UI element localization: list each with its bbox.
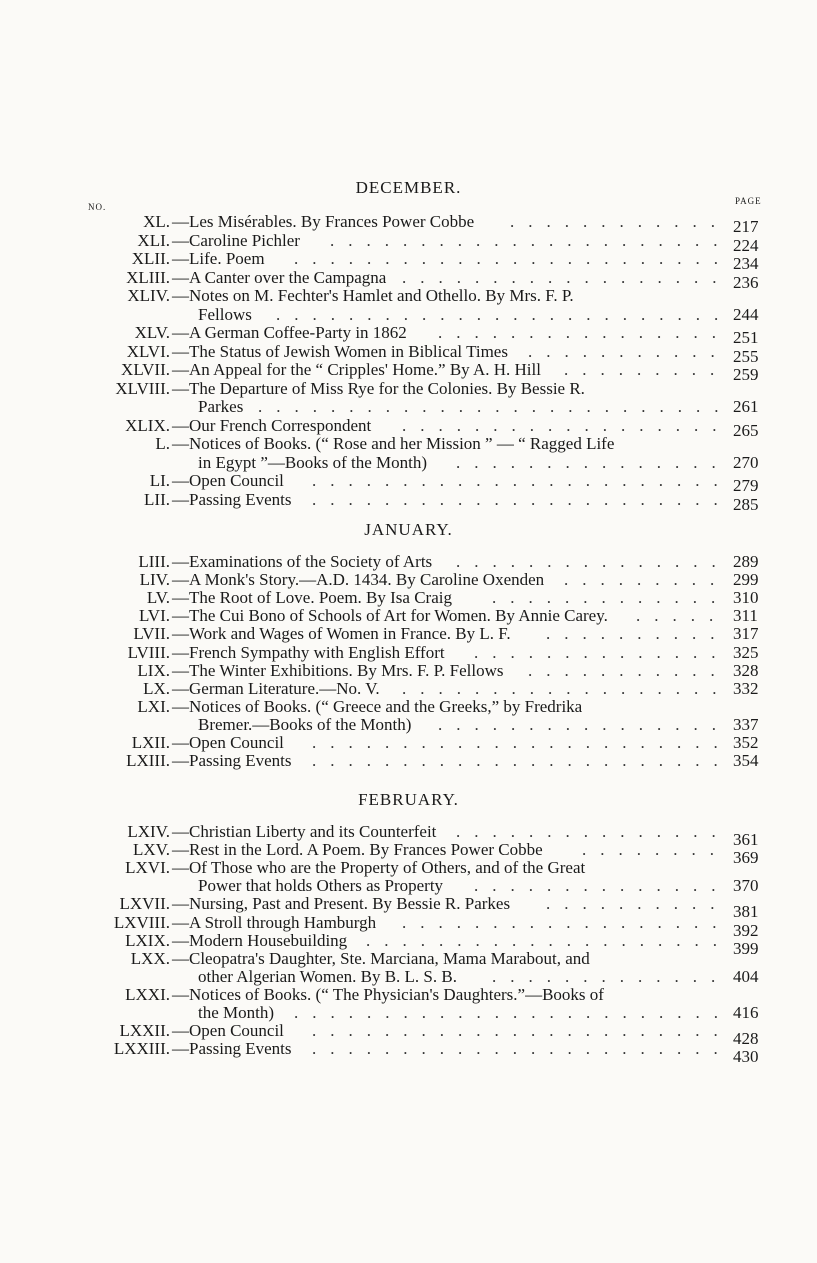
leader-dots: ..............	[474, 642, 730, 662]
entry-number: LX.	[143, 678, 170, 698]
leader-dots: ..............	[474, 876, 730, 896]
entry-title: —Caroline Pichler	[172, 230, 300, 250]
entry-number: L.	[155, 434, 170, 453]
toc-entry-continuation	[0, 397, 817, 417]
toc-entry	[0, 679, 817, 699]
entry-number: XLIII.	[126, 267, 170, 287]
entry-number: XLI.	[137, 230, 170, 250]
entry-number: LXX.	[130, 948, 170, 968]
leader-dots: ..................	[402, 912, 731, 932]
toc-entry	[0, 489, 817, 514]
entry-title: —A Stroll through Hamburgh	[172, 912, 377, 932]
leader-dots: ..........	[546, 894, 729, 914]
entry-number: LXII.	[131, 733, 170, 752]
entry-number: XLV.	[134, 323, 170, 342]
entry-title: —Notices of Books. (“ Greece and the Greeks,” by Fredrika	[172, 696, 583, 716]
page-number: 392	[733, 920, 759, 940]
entry-title: —The Cui Bono of Schools of Art for Women. By Annie Carey.	[172, 606, 608, 626]
page-number: 354	[733, 751, 759, 771]
toc-entry	[0, 249, 817, 273]
page-number: 234	[733, 254, 759, 273]
entry-number: LXXI.	[125, 984, 170, 1004]
entry-number: LXV.	[133, 840, 170, 860]
entry-title-continuation: Parkes	[198, 397, 244, 416]
toc-entry	[0, 1039, 817, 1067]
entry-number: LI.	[149, 471, 170, 490]
entry-title-continuation: Power that holds Others as Property	[198, 876, 444, 896]
page-number: 399	[733, 938, 759, 958]
leader-dots: .......................	[312, 751, 732, 771]
entry-title: —Nursing, Past and Present. By Bessie R. Parkes	[172, 894, 511, 914]
leader-dots: ....................	[366, 930, 731, 950]
entry-title: —Open Council	[172, 1021, 284, 1041]
entry-number: LXI.	[137, 696, 170, 716]
leader-dots: ..................	[402, 415, 731, 435]
page-number: 279	[733, 476, 759, 495]
section-heading-february: FEBRUARY.	[358, 790, 459, 809]
entry-title: —Our French Correspondent	[172, 415, 372, 435]
toc-entry	[0, 858, 817, 878]
toc-entry	[0, 624, 817, 644]
entry-title: —Life. Poem	[172, 249, 265, 268]
page-number: 270	[733, 452, 759, 472]
toc-entry	[0, 643, 817, 663]
entry-number: XL.	[143, 212, 170, 231]
page-number: 259	[733, 365, 759, 384]
entry-title: —Notices of Books. (“ The Physician's Daughters.”—Books of	[172, 984, 604, 1004]
entry-number: LXIX.	[125, 930, 170, 950]
leader-dots: ...............	[456, 822, 730, 841]
page-number: 244	[733, 304, 759, 324]
entry-title-continuation: the Month)	[198, 1003, 275, 1022]
entry-title: —Passing Events	[172, 1039, 292, 1059]
entry-number: LXXIII.	[113, 1039, 170, 1059]
leader-dots: .............	[492, 966, 730, 986]
page-number: 310	[733, 588, 759, 608]
entry-title: —Rest in the Lord. A Poem. By Frances Power Cobbe	[172, 840, 543, 860]
leader-dots: .........	[564, 360, 729, 379]
entry-number: LVII.	[133, 624, 170, 644]
leader-dots: ......................	[330, 230, 732, 250]
entry-title: —Cleopatra's Daughter, Ste. Marciana, Mama Marabout, and	[172, 948, 590, 968]
entry-number: XLVIII.	[115, 378, 170, 398]
entry-title: —A Canter over the Campagna	[172, 267, 387, 287]
entry-title: —The Status of Jewish Women in Biblical Times	[172, 341, 508, 361]
toc-entry	[0, 230, 817, 255]
entry-number: LIII.	[138, 552, 170, 571]
toc-entry	[0, 733, 817, 753]
section-heading-january: JANUARY.	[364, 520, 453, 539]
leader-dots: .......................	[312, 733, 732, 752]
entry-title: —French Sympathy with English Effort	[172, 642, 445, 662]
leader-dots: .......................	[312, 1021, 732, 1041]
page-number: 428	[733, 1029, 759, 1049]
page-number: 236	[733, 272, 759, 292]
entry-number: LII.	[144, 489, 170, 509]
leader-dots: ..................	[402, 267, 731, 287]
leader-dots: ........................	[294, 249, 732, 268]
leader-dots: ...........	[528, 660, 729, 680]
page-number: 328	[733, 660, 759, 680]
entry-title: —Open Council	[172, 733, 284, 752]
leader-dots: .......................	[312, 1039, 732, 1059]
leader-dots: ..........................	[258, 397, 733, 416]
entry-title: —The Root of Love. Poem. By Isa Craig	[172, 588, 452, 608]
page-number: 416	[733, 1003, 759, 1022]
page-column-heading: PAGE	[735, 196, 762, 206]
page-number: 381	[733, 902, 759, 922]
page-number: 265	[733, 420, 759, 440]
leader-dots: .............	[492, 588, 730, 608]
page-number: 352	[733, 733, 759, 752]
toc-entry	[0, 697, 817, 717]
toc-entry	[0, 606, 817, 626]
entry-number: LV.	[146, 588, 170, 608]
entry-title: —Notes on M. Fechter's Hamlet and Othello. By Mrs. F. P.	[172, 286, 574, 305]
entry-title: —Work and Wages of Women in France. By L. F.	[172, 624, 511, 644]
page-number: 325	[733, 642, 759, 662]
toc-entry	[0, 552, 817, 572]
entry-number: XLVII.	[121, 360, 170, 379]
entry-number: LVIII.	[127, 642, 170, 662]
leader-dots: .......................	[312, 489, 732, 509]
entry-title: —Passing Events	[172, 751, 292, 771]
leader-dots: .........................	[276, 304, 733, 324]
entry-title: —Modern Housebuilding	[172, 930, 348, 950]
toc-entry	[0, 661, 817, 681]
page-number: 430	[733, 1047, 759, 1067]
toc-entry	[0, 379, 817, 399]
leader-dots: ................	[438, 323, 730, 342]
entry-number: LXVI.	[125, 858, 170, 878]
toc-entry	[0, 588, 817, 608]
leader-dots: ...........	[528, 341, 729, 361]
leader-dots: ...............	[456, 552, 730, 571]
leader-dots: ........................	[294, 1003, 732, 1022]
page-number: 285	[733, 494, 759, 514]
toc-entry	[0, 323, 817, 347]
page-number: 299	[733, 570, 759, 590]
entry-title: —Notices of Books. (“ Rose and her Mission ” — “ Ragged Life	[172, 434, 615, 453]
entry-title: —German Literature.—No. V.	[172, 678, 380, 698]
entry-title: —An Appeal for the “ Cripples' Home.” By A. H. Hill	[172, 360, 541, 379]
page-number: 361	[733, 830, 759, 849]
toc-entry	[0, 751, 817, 771]
page-number: 251	[733, 328, 759, 347]
page-number: 289	[733, 552, 759, 571]
page-number: 311	[733, 606, 758, 626]
section-heading-december: DECEMBER.	[355, 178, 462, 197]
entry-title: —Of Those who are the Property of Others, and of the Great	[172, 858, 586, 878]
toc-entry-continuation	[0, 876, 817, 896]
leader-dots: ...............	[456, 452, 730, 472]
entry-number: LXVIII.	[113, 912, 170, 932]
leader-dots: .......................	[312, 471, 732, 490]
entry-title: —A German Coffee-Party in 1862	[172, 323, 407, 342]
entry-title-continuation: Fellows	[198, 304, 252, 324]
entry-number: XLIV.	[127, 286, 170, 305]
entry-number: LXXII.	[119, 1021, 170, 1041]
entry-number: XLII.	[131, 249, 170, 268]
page-number: 255	[733, 346, 759, 366]
entry-title: —Christian Liberty and its Counterfeit	[172, 822, 437, 841]
entry-number: LVI.	[138, 606, 170, 626]
toc-entry-continuation	[0, 967, 817, 987]
leader-dots: .........	[564, 570, 729, 590]
leader-dots: ................	[438, 714, 730, 734]
number-column-heading: NO.	[88, 202, 107, 212]
leader-dots: .....	[636, 606, 728, 626]
entry-number: LIV.	[139, 570, 170, 590]
entry-title: —Open Council	[172, 471, 284, 490]
page-number: 317	[733, 624, 759, 644]
toc-entry	[0, 949, 817, 969]
toc-entry	[0, 267, 817, 292]
entry-number: LXIII.	[126, 751, 170, 771]
entry-title: —Passing Events	[172, 489, 292, 509]
leader-dots: ........	[582, 840, 728, 860]
page-number: 369	[733, 848, 759, 868]
toc-entry	[0, 471, 817, 495]
leader-dots: ............	[510, 212, 729, 231]
page-number: 332	[733, 678, 759, 698]
leader-dots: ..................	[402, 678, 731, 698]
page-number: 217	[733, 217, 759, 236]
toc-entry-continuation	[0, 715, 817, 735]
entry-title: —The Winter Exhibitions. By Mrs. F. P. Fellows	[172, 660, 504, 680]
page-number: 337	[733, 714, 759, 734]
toc-entry-continuation	[0, 305, 817, 325]
page-number: 261	[733, 397, 759, 416]
entry-title-continuation: in Egypt ”—Books of the Month)	[198, 452, 428, 472]
toc-entry	[0, 822, 817, 849]
toc-entry	[0, 341, 817, 366]
entry-number: LXIV.	[127, 822, 170, 841]
entry-number: XLVI.	[126, 341, 170, 361]
entry-title: —The Departure of Miss Rye for the Colonies. By Bessie R.	[172, 378, 585, 398]
entry-title: —A Monk's Story.—A.D. 1434. By Caroline Oxenden	[172, 570, 545, 590]
entry-title: —Les Misérables. By Frances Power Cobbe	[172, 212, 475, 231]
toc-entry	[0, 570, 817, 590]
page-number: 370	[733, 876, 759, 896]
toc-entry	[0, 212, 817, 236]
entry-number: LXVII.	[119, 894, 170, 914]
page-number: 404	[733, 966, 759, 986]
toc-entry-continuation	[0, 1003, 817, 1023]
leader-dots: ..........	[546, 624, 729, 644]
toc-entry-continuation	[0, 453, 817, 473]
toc-entry	[0, 415, 817, 440]
entry-title: —Examinations of the Society of Arts	[172, 552, 433, 571]
toc-entry	[0, 360, 817, 384]
entry-title-continuation: Bremer.—Books of the Month)	[198, 714, 412, 734]
toc-entry	[0, 985, 817, 1005]
toc-entry	[0, 434, 817, 454]
entry-number: XLIX.	[125, 415, 170, 435]
page-number: 224	[733, 235, 759, 255]
entry-number: LIX.	[137, 660, 170, 680]
toc-entry	[0, 286, 817, 306]
entry-title-continuation: other Algerian Women. By B. L. S. B.	[198, 966, 457, 986]
